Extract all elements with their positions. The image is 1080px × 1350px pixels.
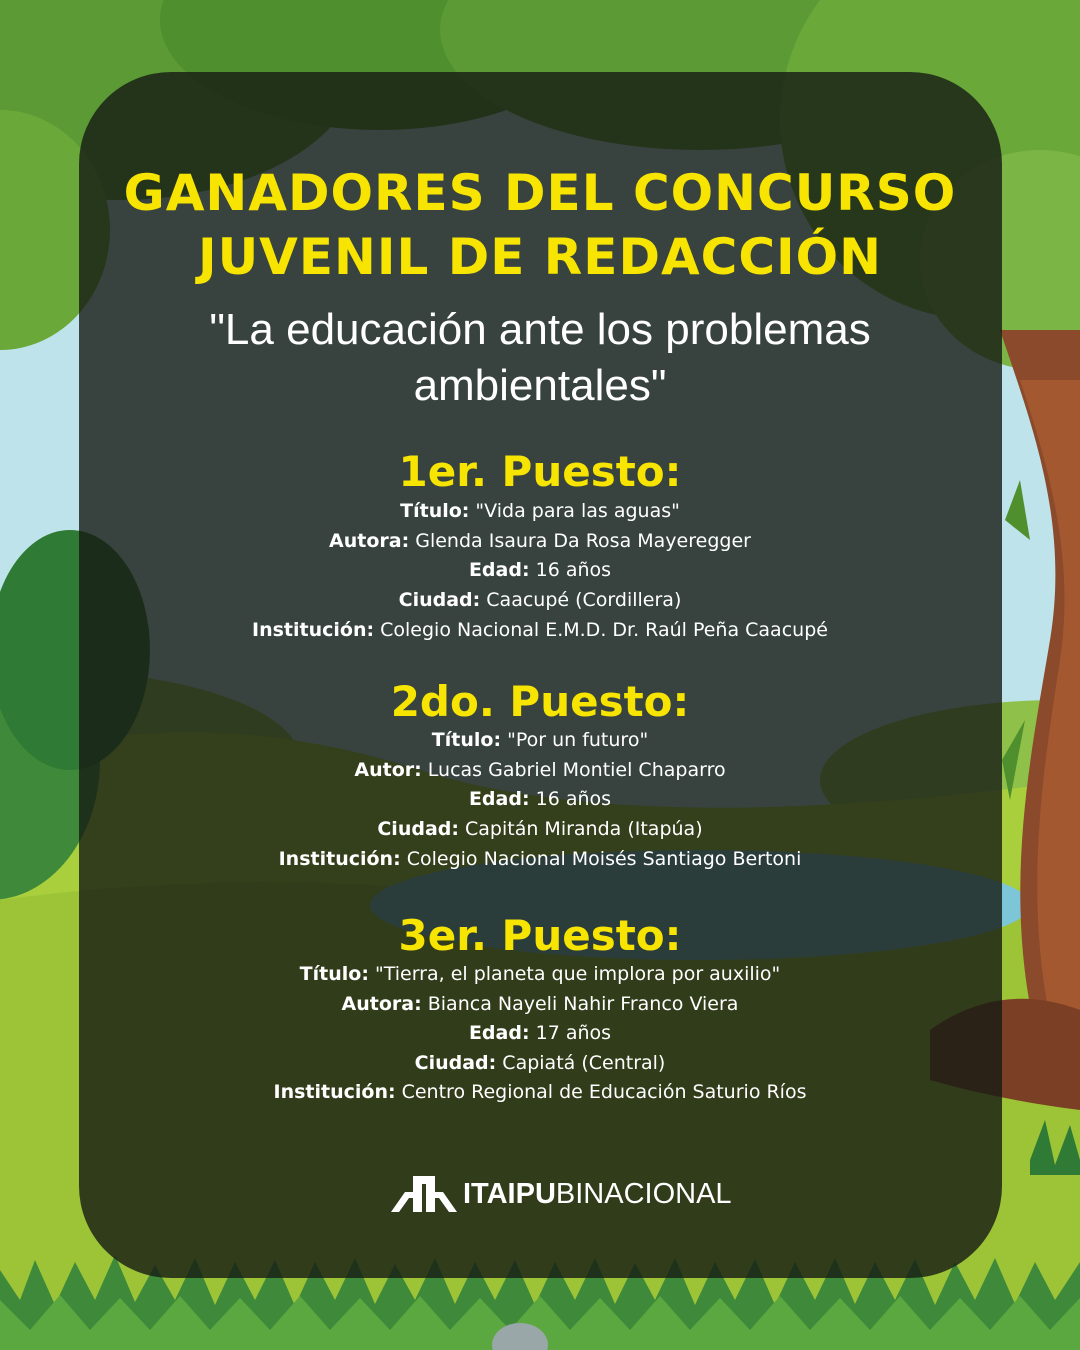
- row-value: Glenda Isaura Da Rosa Mayeregger: [409, 530, 751, 552]
- logo-wordmark: [463, 1176, 732, 1212]
- row-label: Edad:: [468, 788, 530, 810]
- row-label: Ciudad:: [377, 818, 459, 840]
- row-label: Autora:: [329, 530, 410, 552]
- logo-brand-regular: BINACIONAL: [555, 1178, 732, 1210]
- row-label: Institución:: [252, 619, 375, 641]
- title-line-2: JUVENIL DE REDACCIÓN: [197, 228, 883, 286]
- subtitle-line-2: ambientales": [413, 361, 667, 410]
- itaipu-binacional-logo: [391, 1172, 731, 1216]
- second-place-city-row: [0, 814, 1080, 844]
- title-line-1: GANADORES DEL CONCURSO: [123, 164, 957, 222]
- second-place-author-row: [0, 755, 1080, 785]
- third-place-title-row: [0, 959, 1080, 989]
- second-place-title-row: [0, 725, 1080, 755]
- row-label: Título:: [299, 963, 369, 985]
- row-value: Caacupé (Cordillera): [480, 589, 682, 611]
- row-label: Autor:: [354, 759, 422, 781]
- row-label: Autora:: [341, 993, 422, 1015]
- third-place-heading: 3er. Puesto:: [398, 911, 682, 960]
- third-place-institution-row: [0, 1077, 1080, 1107]
- row-value: 16 años: [529, 559, 612, 581]
- first-place-author-row: [0, 526, 1080, 556]
- subtitle-line-1: "La educación ante los problemas: [209, 305, 871, 354]
- third-place-age-row: [0, 1018, 1080, 1048]
- first-place-heading: 1er. Puesto:: [398, 447, 682, 496]
- logo-brand-bold: ITAIPU: [463, 1178, 556, 1210]
- row-value: Bianca Nayeli Nahir Franco Viera: [421, 993, 739, 1015]
- second-place-heading: 2do. Puesto:: [390, 677, 690, 726]
- row-value: 17 años: [529, 1022, 612, 1044]
- row-value: "Tierra, el planeta que implora por auxilio": [368, 963, 781, 985]
- itaipu-emblem-icon: [391, 1174, 457, 1214]
- third-place-city-row: [0, 1048, 1080, 1078]
- row-value: Colegio Nacional E.M.D. Dr. Raúl Peña Caacupé: [374, 619, 828, 641]
- row-value: "Vida para las aguas": [469, 500, 680, 522]
- row-value: Centro Regional de Educación Saturio Ríos: [395, 1081, 807, 1103]
- row-label: Título:: [431, 729, 502, 751]
- first-place-age-row: [0, 555, 1080, 585]
- row-value: Capiatá (Central): [496, 1052, 666, 1074]
- row-label: Institución:: [278, 848, 401, 870]
- row-value: Colegio Nacional Moisés Santiago Bertoni: [400, 848, 802, 870]
- row-label: Edad:: [468, 1022, 530, 1044]
- second-place-age-row: [0, 784, 1080, 814]
- second-place-institution-row: [0, 844, 1080, 874]
- first-place-title-row: [0, 496, 1080, 526]
- row-label: Edad:: [468, 559, 530, 581]
- third-place-author-row: [0, 989, 1080, 1019]
- row-value: 16 años: [529, 788, 612, 810]
- row-value: Capitán Miranda (Itapúa): [458, 818, 703, 840]
- row-value: "Por un futuro": [501, 729, 649, 751]
- row-label: Título:: [400, 500, 470, 522]
- row-label: Ciudad:: [414, 1052, 497, 1074]
- row-label: Ciudad:: [398, 589, 481, 611]
- first-place-institution-row: [0, 615, 1080, 645]
- row-value: Lucas Gabriel Montiel Chaparro: [421, 759, 726, 781]
- row-label: Institución:: [273, 1081, 396, 1103]
- first-place-city-row: [0, 585, 1080, 615]
